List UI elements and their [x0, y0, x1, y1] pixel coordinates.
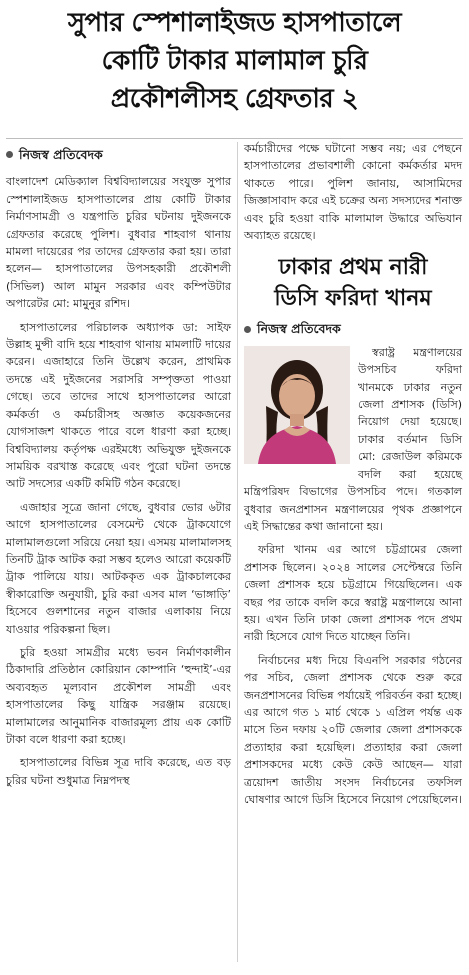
main-headline-line-2: কোটি টাকার মালামাল চুরি [101, 46, 368, 76]
second-headline [244, 252, 462, 314]
main-headline [6, 4, 463, 118]
right-column [244, 140, 462, 814]
second-paragraph-2: ফরিদা খানম এর আগে চট্টগ্রামের জেলা প্রশাসক ছিলেন। ২০২৪ সালের সেপ্টেম্বরে তিনি জেলা প্রশাসক হয়ে চট্টগ্রামে গিয়েছিলেন। এক বছর পর তাকে বদলি করে স্বরাষ্ট্র মন্ত্রণালয়ে আনা হয়। এখন তিনি ঢাকা জেলা প্রশাসক পদে প্রথম নারী হিসেবে যোগ দিতে যাচ্ছেন তিনি। [244, 543, 462, 644]
main-paragraph-4: চুরি হওয়া সামগ্রীর মধ্যে ভবন নির্মাণকালীন ঠিকাদারি প্রতিষ্ঠান কোরিয়ান কোম্পানি ‘হুন্দাই’-এর অব্যবহৃত মূল্যবান প্রকৌশল সামগ্রী এবং হাসপাতালের কিছু যান্ত্রিক সরঞ্জাম রয়েছে। মালামালের আনুমানিক বাজারমূল্য প্রায় এক কোটি টাকা বলে ধারণা করা হচ্ছে। [6, 645, 231, 746]
second-headline-line-1: ঢাকার প্রথম নারী [278, 255, 428, 281]
main-continuation: কর্মচারীদের পক্ষে ঘটানো সম্ভব নয়; এর পেছনে হাসপাতালের প্রভাবশালী কোনো কর্মকর্তার মদদ থাকতে পারে। পুলিশ জানায়, আসামিদের জিজ্ঞাসাবাদ করে এই চক্রের অন্য সদস্যদের শনাক্ত এবং চুরি হওয়া বাকি মালামাল উদ্ধারে অভিযান অব্যাহত রয়েছে। [244, 142, 462, 243]
main-paragraph-1: বাংলাদেশ মেডিক্যাল বিশ্ববিদ্যালয়ের সংযুক্ত সুপার স্পেশালাইজড হাসপাতালের প্রায় কোটি টাকার নির্মাণসামগ্রী ও যন্ত্রপাতি চুরির ঘটনায় দুইজনকে গ্রেফতার করেছে পুলিশ। বুধবার শাহবাগ থানায় মামলা দায়েরের পর তাদের গ্রেফতার করা হয়। তারা হলেন— হাসপাতালের উপসহকারী প্রকৌশলী (সিভিল) আল মামুন সরকার এবং কম্পিউটার অপারেটর মো: মামুনুর রশিদ। [6, 175, 231, 311]
byline-bullet-icon [6, 151, 13, 158]
main-article-column [6, 147, 231, 795]
headline-divider [6, 138, 463, 139]
main-byline-text: নিজস্ব প্রতিবেদক [19, 147, 103, 162]
main-byline [6, 146, 231, 163]
second-paragraph-3: নির্বাচনের মধ্য দিয়ে বিএনপি সরকার গঠনের পর সচিব, জেলা প্রশাসক থেকে শুরু করে জনপ্রশাসনের বিভিন্ন পর্যায়েই পরিবর্তন করা হচ্ছে। এর আগে গত ১ মার্চ থেকে ১ এপ্রিল পর্যন্ত এক মাসে তিন দফায় ২০টি জেলার জেলা প্রশাসককে প্রত্যাহার করা হয়েছিল। প্রত্যাহার করা জেলা প্রশাসকদের মধ্যে কেউ কেউ আছেন— যারা ত্রয়োদশ জাতীয় সংসদ নির্বাচনের তফসিল ঘোষণার আগে ডিসি হিসেবে নিয়োগ পেয়েছিলেন। [244, 653, 462, 806]
main-headline-line-1: সুপার স্পেশালাইজড হাসপাতালে [67, 8, 402, 38]
portrait-photo-icon [244, 346, 350, 464]
byline-bullet-icon [244, 326, 251, 333]
main-paragraph-5: হাসপাতালের বিভিন্ন সূত্র দাবি করেছে, এত বড় চুরির ঘটনা শুধুমাত্র নিম্নপদস্থ [6, 756, 231, 787]
second-byline-text: নিজস্ব প্রতিবেদক [257, 321, 341, 337]
main-headline-line-3: প্রকৌশলীসহ গ্রেফতার ২ [110, 84, 359, 114]
second-byline [244, 320, 462, 337]
second-headline-line-2: ডিসি ফরিদা খানম [274, 286, 432, 312]
column-divider [237, 142, 238, 962]
main-paragraph-2: হাসপাতালের পরিচালক অধ্যাপক ডা: সাইফ উল্লাহ মুন্সী বাদি হয়ে শাহবাগ থানায় মামলাটি দায়ের করেন। এজাহারে তিনি উল্লেখ করেন, প্রাথমিক তদন্তে এই দুইজনের সরাসরি সম্পৃক্ততা পাওয়া গেছে। তবে তাদের সাথে হাসপাতালের আরো কর্মকর্তা ও কর্মচারীসহ অজ্ঞাত কয়েকজনের যোগসাজশ থাকতে পারে বলে ধারণা করা হচ্ছে। বিশ্ববিদ্যালয় কর্তৃপক্ষ এরইমধ্যে অভিযুক্ত দুইজনকে সাময়িক বরখাস্ত করেছে এবং পুরো ঘটনা তদন্তে আট সদস্যের একটি কমিটি গঠন করেছে। [6, 320, 231, 491]
main-paragraph-3: এজাহার সূত্রে জানা গেছে, বুধবার ভোর ৬টার আগে হাসপাতালের বেসমেন্ট থেকে ট্রাকযোগে মালামালগুলো সরিয়ে নেয়া হয়। এসময় মালামালসহ তিনটি ট্রাক আটক করা সম্ভব হলেও আরো কয়েকটি ট্রাক পালিয়ে যায়। আটককৃত এক ট্রাকচালকের স্বীকারোক্তি অনুযায়ী, চুরি করা এসব মাল ‘ভাঙ্গাড়ি’ হিসেবে গুলশানের নতুন বাজার এলাকায় নিয়ে যাওয়ার পরিকল্পনা ছিল। [6, 500, 231, 636]
second-paragraph-1: স্বরাষ্ট্র মন্ত্রণালয়ের উপসচিব ফরিদা খানমকে ঢাকার নতুন জেলা প্রশাসক (ডিসি) নিয়োগ দেয়া হয়েছে। ঢাকার বর্তমান ডিসি মো: রেজাউল করিমকে বদলি করা হয়েছে মন্ত্রিপরিষদ বিভাগের উপসচিব পদে। গতকাল বুধবার জনপ্রশাসন মন্ত্রণালয়ের পৃথক প্রজ্ঞাপনে এই সিদ্ধান্তের কথা জানানো হয়। [244, 345, 462, 533]
